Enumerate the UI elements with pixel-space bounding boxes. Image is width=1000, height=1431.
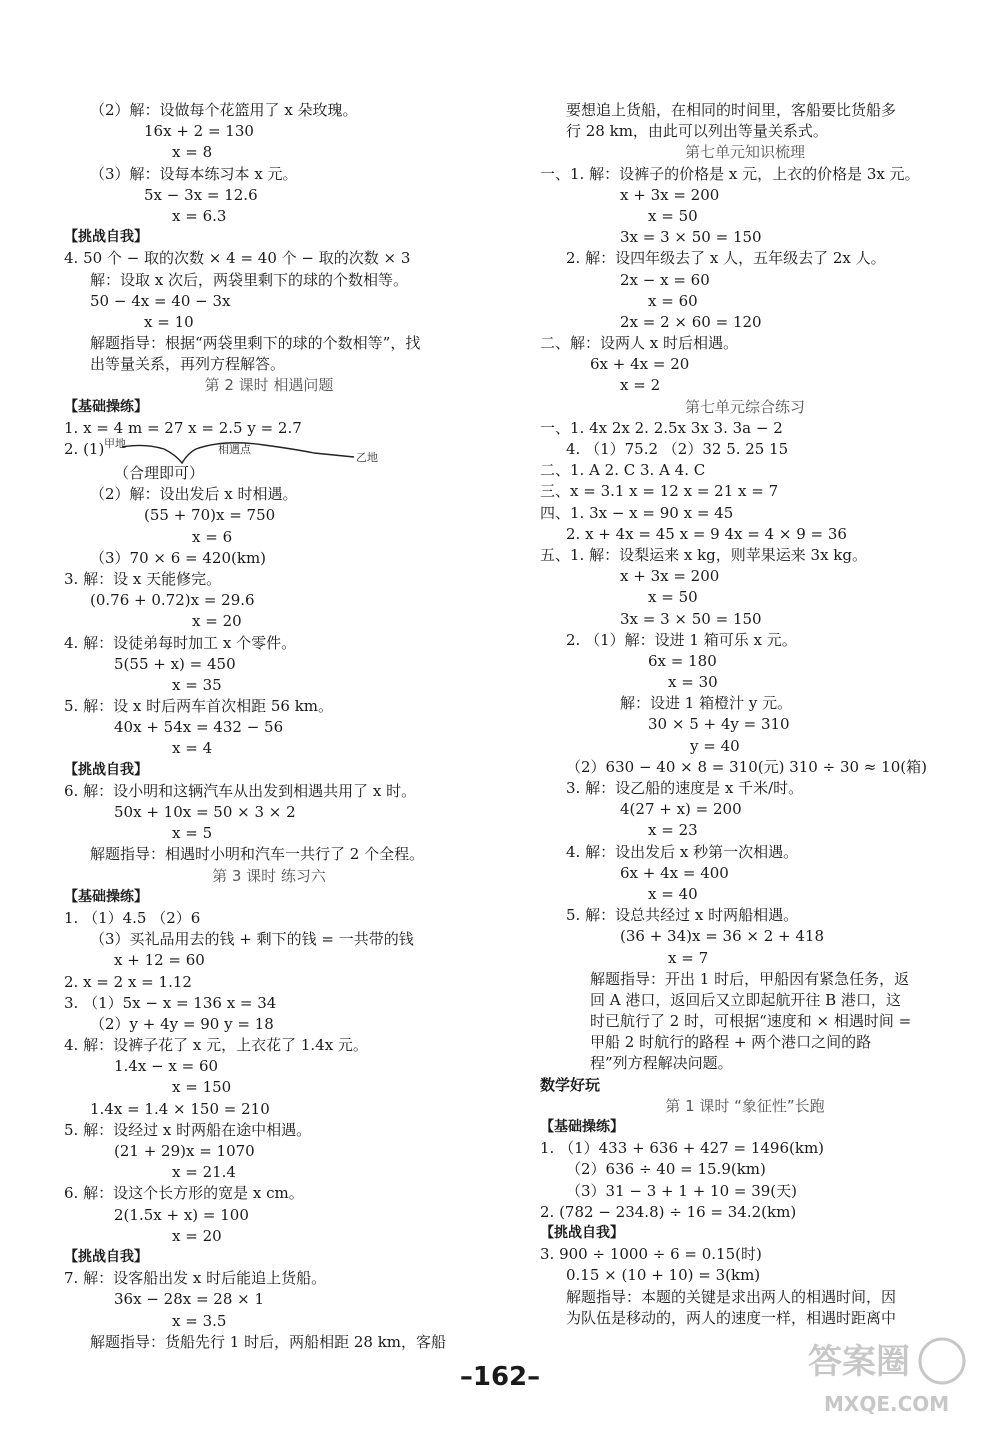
answer-line	[540, 206, 950, 227]
line-text: 1. （1）433 + 636 + 427 = 1496(km)	[540, 1139, 825, 1158]
line-text: 3. 900 ÷ 1000 ÷ 6 = 0.15(时)	[540, 1245, 762, 1264]
line-text: （3）买礼品用去的钱 + 剩下的钱 = 一共带的钱	[90, 930, 414, 949]
line-text: 2. 解：设四年级去了 x 人，五年级去了 2x 人。	[566, 249, 886, 268]
line-text: 【挑战自我】	[64, 229, 148, 246]
answer-line	[540, 990, 950, 1011]
answer-line	[64, 823, 474, 844]
answer-line	[540, 863, 950, 884]
answer-line	[540, 312, 950, 333]
answer-line	[540, 609, 950, 630]
answer-line	[64, 164, 474, 185]
answer-line	[64, 439, 474, 463]
line-text: 6x + 4x = 400	[620, 863, 729, 882]
line-text: 4. 解：设出发后 x 秒第一次相遇。	[566, 842, 799, 861]
answer-line	[64, 185, 474, 206]
line-text: 0.15 × (10 + 10) = 3(km)	[566, 1266, 761, 1285]
line-text: 出等量关系，再列方程解答。	[90, 355, 286, 374]
line-text: （3）70 × 6 = 420(km)	[90, 548, 267, 567]
answer-line	[540, 630, 950, 651]
line-text: 2(1.5x + x) = 100	[114, 1205, 249, 1224]
answer-line	[64, 248, 474, 269]
answer-line	[64, 844, 474, 865]
section-heading	[64, 397, 474, 418]
line-text: 【基础操练】	[64, 888, 148, 905]
line-text: （2）636 ÷ 40 = 15.9(km)	[566, 1160, 766, 1179]
lesson-title	[64, 866, 474, 887]
line-text: 【基础操练】	[64, 398, 148, 415]
answer-line	[540, 1032, 950, 1053]
line-text: 【挑战自我】	[64, 761, 148, 778]
lesson-title	[540, 142, 950, 163]
line-text: 5(55 + x) = 450	[114, 654, 236, 673]
line-text: x = 6.3	[172, 206, 227, 225]
line-text: 【基础操练】	[540, 1119, 624, 1135]
right-column	[540, 100, 950, 1329]
line-text: 回 A 港口，返回后又立即起航开往 B 港口，这	[590, 990, 901, 1009]
line-text: 6. 解：设小明和这辆汽车从出发到相遇共用了 x 时。	[64, 781, 417, 800]
answer-line	[64, 696, 474, 717]
line-text: 第 3 课时 练习六	[212, 866, 326, 885]
page-number: –162–	[459, 1362, 541, 1392]
line-text: x + 3x = 200	[620, 567, 720, 586]
answer-line	[540, 270, 950, 291]
line-text: 解：设进 1 箱橙汁 y 元。	[620, 694, 793, 713]
diagram-start-label: 甲地	[104, 437, 126, 450]
line-text: y = 40	[690, 736, 740, 755]
answer-line	[64, 1056, 474, 1077]
line-text: x = 23	[648, 821, 698, 840]
answer-line	[540, 248, 950, 269]
line-text: x = 50	[648, 206, 698, 225]
answer-line	[64, 929, 474, 950]
line-text: 2. (1)	[64, 440, 105, 458]
line-text: 1.4x − x = 60	[114, 1057, 219, 1076]
line-text: 2x = 2 × 60 = 120	[620, 312, 762, 331]
line-text: 时已航行了 2 时，可根据“速度和 × 相遇时间 =	[590, 1012, 912, 1031]
line-text: 50 − 4x = 40 − 3x	[90, 291, 231, 310]
line-text: 程”列方程解决问题。	[590, 1054, 733, 1073]
answer-line	[64, 950, 474, 971]
answer-line	[64, 569, 474, 590]
answer-line	[64, 548, 474, 569]
answer-line	[64, 270, 474, 291]
answer-line	[64, 675, 474, 696]
answer-line	[540, 503, 950, 524]
line-text: 第七单元知识梳理	[684, 143, 805, 162]
answer-line	[64, 1183, 474, 1204]
answer-line	[540, 651, 950, 672]
line-text: 4. 解：设徒弟每时加工 x 个零件。	[64, 633, 297, 652]
line-text: （2）解：设做每个花篮用了 x 朵玫瑰。	[90, 101, 358, 119]
section-heading	[64, 887, 474, 908]
answer-line	[64, 354, 474, 375]
answer-line	[64, 1268, 474, 1289]
answer-line	[64, 206, 474, 227]
answer-line	[540, 185, 950, 206]
answer-line	[64, 1332, 474, 1353]
answer-line	[540, 164, 950, 185]
answer-line	[540, 672, 950, 693]
watermark-logo	[802, 1331, 972, 1421]
line-text: 50x + 10x = 50 × 3 × 2	[114, 803, 296, 821]
line-text: 7. 解：设客船出发 x 时后能追上货船。	[64, 1269, 327, 1288]
answer-line	[540, 545, 950, 566]
line-text: 【挑战自我】	[64, 1248, 148, 1265]
line-text: 为队伍是移动的，两人的速度一样，相遇时距离中	[566, 1308, 897, 1327]
line-text: 2. x = 2 x = 1.12	[64, 972, 192, 991]
answer-line	[540, 1138, 950, 1159]
answer-line	[64, 1311, 474, 1332]
line-text: x = 2	[620, 376, 661, 395]
line-text: 第七单元综合练习	[684, 397, 805, 416]
answer-line	[64, 1120, 474, 1141]
line-text: x = 40	[648, 884, 698, 903]
answer-line	[540, 948, 950, 969]
answer-line	[64, 633, 474, 654]
answer-line	[540, 926, 950, 947]
answer-line	[64, 1014, 474, 1035]
line-text: x = 20	[172, 1226, 222, 1245]
diagram-meet-label: 相遇点	[218, 443, 251, 456]
answer-line	[64, 1205, 474, 1226]
answer-line	[540, 693, 950, 714]
answer-line	[64, 908, 474, 929]
line-text: 5x − 3x = 12.6	[144, 185, 258, 204]
line-text: （2）解：设出发后 x 时相遇。	[90, 485, 298, 504]
line-text: x = 150	[172, 1078, 232, 1097]
line-text: 3. 解：设乙船的速度是 x 千米/时。	[566, 779, 804, 797]
line-text: x = 3.5	[172, 1311, 227, 1330]
answer-line	[540, 227, 950, 248]
answer-line	[64, 312, 474, 333]
left-column	[64, 100, 474, 1353]
line-text: 解题指导：开出 1 时后，甲船因有紧急任务，返	[590, 969, 910, 988]
line-text: 一、1. 4x 2x 2. 2.5x 3x 3. 3a − 2	[540, 418, 783, 437]
answer-line	[64, 611, 474, 632]
line-text: (36 + 34)x = 36 × 2 + 418	[620, 927, 825, 946]
answer-line	[64, 100, 474, 121]
line-text: （3）解：设每本练习本 x 元。	[90, 164, 298, 183]
watermark-url: MXQE.COM	[824, 1392, 950, 1416]
line-text: x = 60	[648, 291, 698, 310]
line-text: x = 10	[144, 312, 194, 331]
line-text: (0.76 + 0.72)x = 29.6	[90, 591, 255, 610]
answer-line	[64, 590, 474, 611]
answer-line	[64, 802, 474, 823]
answer-line	[64, 463, 474, 484]
answer-line	[540, 460, 950, 481]
line-text: 4. 50 个 − 取的次数 × 4 = 40 个 − 取的次数 × 3	[64, 249, 411, 268]
answer-line	[540, 375, 950, 396]
answer-line	[64, 1226, 474, 1247]
answer-line	[64, 1077, 474, 1098]
line-text: (55 + 70)x = 750	[144, 506, 276, 525]
answer-line	[64, 1035, 474, 1056]
answer-line	[540, 354, 950, 375]
section-heading	[540, 1223, 950, 1244]
answer-line	[64, 527, 474, 548]
answer-line	[64, 717, 474, 738]
line-text: x = 21.4	[172, 1163, 236, 1182]
answer-line	[64, 1099, 474, 1120]
line-text: 6. 解：设这个长方形的宽是 x cm。	[64, 1184, 304, 1203]
line-text: 3x = 3 × 50 = 150	[620, 228, 762, 247]
line-text: （2）630 − 40 × 8 = 310(元) 310 ÷ 30 ≈ 10(箱)	[566, 757, 927, 776]
line-text: (21 + 29)x = 1070	[114, 1142, 255, 1160]
answer-line	[540, 714, 950, 735]
line-text: 1. x = 4 m = 27 x = 2.5 y = 2.7	[64, 418, 302, 437]
answer-line	[540, 1202, 950, 1223]
answer-line	[64, 972, 474, 993]
line-text: 第 1 课时 “象征性”长跑	[665, 1096, 825, 1115]
line-text: 4. （1）75.2 （2）32 5. 25 15	[566, 440, 789, 458]
answer-line	[540, 820, 950, 841]
line-text: 5. 解：设经过 x 时两船在途中相遇。	[64, 1120, 312, 1139]
line-text: （2）y + 4y = 90 y = 18	[90, 1014, 274, 1033]
line-text: 5. 解：设总共经过 x 时两船相遇。	[566, 906, 799, 925]
line-text: 解：设取 x 次后，两袋里剩下的球的个数相等。	[90, 270, 408, 289]
answer-line	[540, 481, 950, 502]
line-text: 数学好玩	[540, 1075, 601, 1094]
line-text: 行 28 km，由此可以列出等量关系式。	[566, 122, 828, 141]
answer-line	[540, 333, 950, 354]
answer-line	[540, 736, 950, 757]
section-heading	[64, 227, 474, 248]
line-text: x = 8	[172, 143, 213, 162]
chapter-heading	[540, 1075, 950, 1096]
line-text: x = 20	[192, 612, 242, 631]
answer-line	[540, 1265, 950, 1286]
line-text: 二、解：设两人 x 时后相遇。	[540, 334, 738, 353]
line-text: 一、1. 解：设裤子的价格是 x 元，上衣的价格是 3x 元。	[540, 164, 920, 183]
line-text: x = 7	[668, 948, 709, 967]
answer-line	[540, 905, 950, 926]
line-text: 1.4x = 1.4 × 150 = 210	[90, 1099, 270, 1118]
line-text: 3. （1）5x − x = 136 x = 34	[64, 993, 277, 1012]
answer-line	[64, 291, 474, 312]
line-text: 2. (782 − 234.8) ÷ 16 = 34.2(km)	[540, 1202, 797, 1221]
answer-line	[64, 993, 474, 1014]
answer-line	[540, 1181, 950, 1202]
section-heading	[64, 760, 474, 781]
line-text: 甲船 2 时航行的路程 + 两个港口之间的路	[590, 1033, 872, 1052]
line-text: x = 6	[192, 527, 233, 546]
line-text: x + 12 = 60	[114, 951, 205, 970]
answer-line	[540, 291, 950, 312]
lesson-title	[540, 397, 950, 418]
answer-line	[540, 121, 950, 142]
line-text: 4(27 + x) = 200	[620, 800, 742, 819]
line-text: 解题指导：相遇时小明和汽车一共行了 2 个全程。	[90, 845, 425, 864]
answer-line	[540, 1287, 950, 1308]
answer-line	[64, 654, 474, 675]
answer-line	[64, 121, 474, 142]
answer-line	[64, 1162, 474, 1183]
answer-line	[540, 799, 950, 820]
line-text: x = 50	[648, 588, 698, 607]
answer-line	[540, 757, 950, 778]
line-text: 40x + 54x = 432 − 56	[114, 718, 284, 737]
section-heading	[540, 1117, 950, 1138]
answer-line	[64, 781, 474, 802]
line-text: 四、1. 3x − x = 90 x = 45	[540, 503, 734, 522]
answer-line	[64, 738, 474, 759]
answer-line	[540, 524, 950, 545]
section-heading	[64, 1247, 474, 1268]
line-text: （合理即可）	[114, 464, 205, 482]
answer-line	[540, 587, 950, 608]
answer-line	[64, 333, 474, 354]
line-text: 【挑战自我】	[540, 1224, 624, 1241]
line-text: 要想追上货船，在相同的时间里，客船要比货船多	[566, 101, 897, 119]
answer-line	[64, 484, 474, 505]
line-text: 2x − x = 60	[620, 270, 710, 289]
line-text: x = 4	[172, 739, 213, 758]
line-text: （3）31 − 3 + 1 + 10 = 39(天)	[566, 1181, 798, 1200]
line-text: x = 30	[668, 673, 718, 692]
answer-line	[540, 100, 950, 121]
line-text: 2. x + 4x = 45 x = 9 4x = 4 × 9 = 36	[566, 524, 847, 543]
line-text: 6x + 4x = 20	[590, 355, 690, 374]
answer-line	[540, 1011, 950, 1032]
line-text: 三、x = 3.1 x = 12 x = 21 x = 7	[540, 482, 779, 501]
lesson-title	[64, 375, 474, 396]
line-text: 36x − 28x = 28 × 1	[114, 1290, 265, 1309]
line-text: 五、1. 解：设梨运来 x kg，则苹果运来 3x kg。	[540, 545, 867, 564]
answer-line	[540, 1053, 950, 1074]
line-text: 30 × 5 + 4y = 310	[648, 715, 790, 734]
answer-line	[64, 1141, 474, 1162]
answer-line	[64, 1289, 474, 1310]
line-text: 3x = 3 × 50 = 150	[620, 609, 762, 628]
line-text: 5. 解：设 x 时后两车首次相距 56 km。	[64, 697, 334, 716]
line-text: 第 2 课时 相遇问题	[204, 376, 334, 395]
answer-line	[540, 1308, 950, 1329]
answer-line	[540, 439, 950, 460]
line-text: 16x + 2 = 130	[144, 122, 254, 141]
line-text: 3. 解：设 x 天能修完。	[64, 569, 222, 588]
answer-line	[540, 969, 950, 990]
line-text: x = 35	[172, 675, 222, 694]
line-text: 解题指导：货船先行 1 时后，两船相距 28 km，客船	[90, 1332, 447, 1351]
line-text: 二、1. A 2. C 3. A 4. C	[540, 461, 706, 480]
answer-line	[540, 1244, 950, 1265]
answer-line	[540, 842, 950, 863]
line-text: x = 5	[172, 824, 213, 843]
answer-line	[540, 1159, 950, 1180]
lesson-title	[540, 1096, 950, 1117]
line-text: 2. （1）解：设进 1 箱可乐 x 元。	[566, 630, 797, 649]
answer-line	[64, 505, 474, 526]
answer-line	[540, 566, 950, 587]
watermark-text: 答案圈	[808, 1342, 910, 1382]
line-text: 4. 解：设裤子花了 x 元，上衣花了 1.4x 元。	[64, 1036, 368, 1055]
line-text: 解题指导：本题的关键是求出两人的相遇时间，因	[566, 1287, 897, 1306]
answer-line	[540, 418, 950, 439]
answer-line	[540, 884, 950, 905]
answer-line	[540, 778, 950, 799]
answer-line	[64, 142, 474, 163]
line-text: 1. （1）4.5 （2）6	[64, 908, 201, 927]
line-text: 解题指导：根据“两袋里剩下的球的个数相等”，找	[90, 334, 421, 353]
line-text: x + 3x = 200	[620, 185, 720, 204]
diagram-end-label: 乙地	[356, 451, 378, 464]
line-text: 6x = 180	[648, 651, 717, 670]
